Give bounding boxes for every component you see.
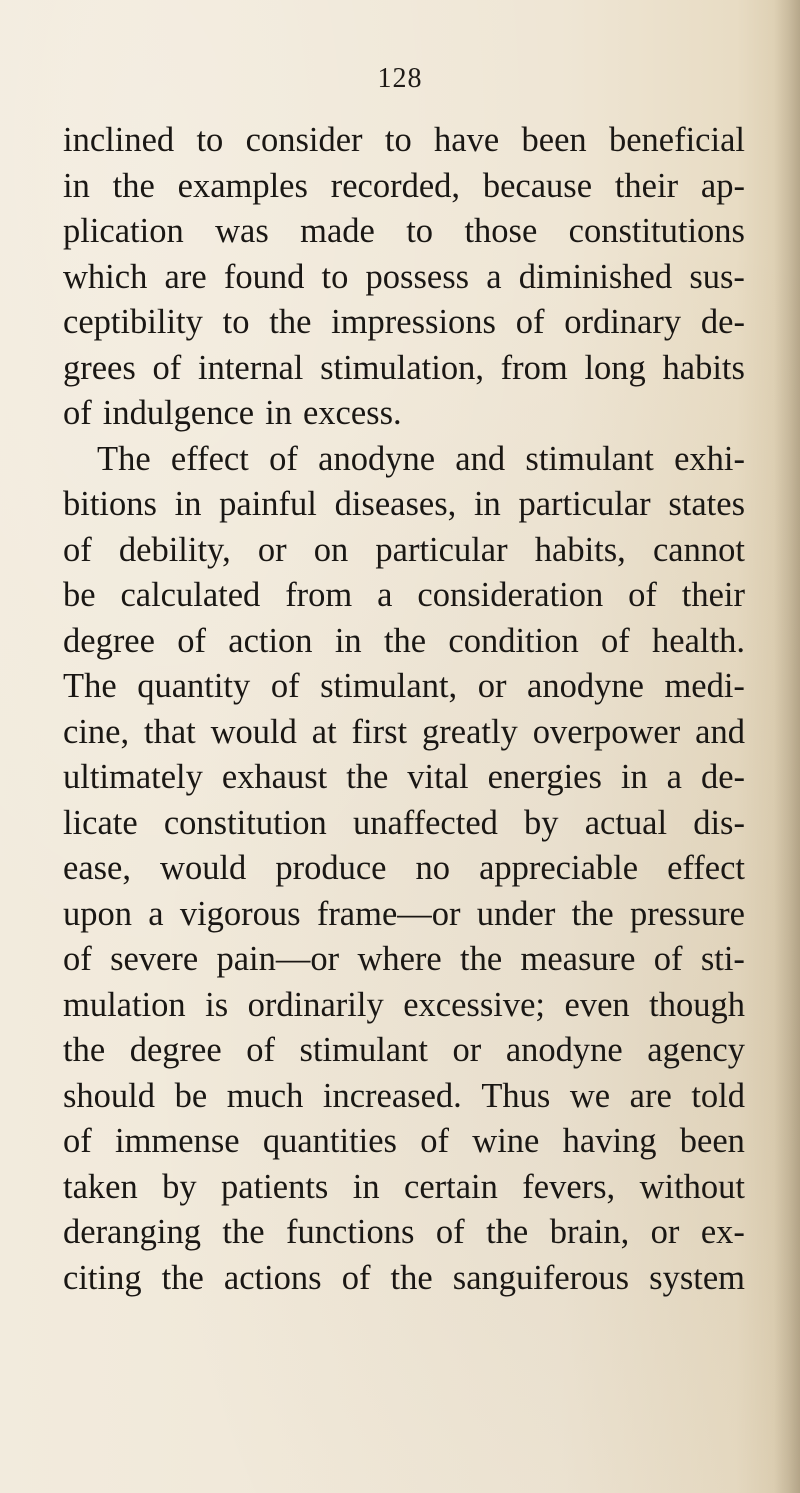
word: energies xyxy=(487,758,602,796)
word: states xyxy=(668,485,745,523)
word: been xyxy=(679,1122,745,1160)
word: the xyxy=(161,1258,204,1297)
word: impressions xyxy=(331,303,496,341)
word: to xyxy=(222,303,250,341)
word: citing xyxy=(63,1258,142,1297)
word: diminished xyxy=(518,257,673,296)
word: cannot xyxy=(652,530,745,569)
word: the xyxy=(383,621,427,660)
word: sti- xyxy=(700,940,745,978)
word: constitutions xyxy=(568,212,745,250)
word: of xyxy=(152,348,182,387)
word: where xyxy=(357,940,442,978)
word: taken xyxy=(63,1167,138,1206)
text-line xyxy=(63,300,745,346)
text-line xyxy=(63,937,745,983)
word: the xyxy=(390,1258,433,1297)
word: of xyxy=(601,621,630,660)
word: ultimately xyxy=(63,758,203,796)
word: the xyxy=(460,940,503,978)
word: vital xyxy=(407,758,469,796)
word: patients xyxy=(221,1167,329,1206)
text-line xyxy=(63,892,745,938)
word: wine xyxy=(472,1122,540,1160)
word: of xyxy=(63,940,92,978)
word: or xyxy=(477,667,507,705)
word: upon xyxy=(63,894,132,933)
word: particular xyxy=(375,530,508,569)
word: stimulant xyxy=(299,1031,428,1069)
word: constitution xyxy=(163,803,327,842)
word: painful xyxy=(219,485,317,523)
word: anodyne xyxy=(527,667,644,705)
text-line xyxy=(63,1256,745,1302)
word: of xyxy=(177,621,206,660)
word: Thus xyxy=(481,1076,551,1115)
word: from xyxy=(500,348,568,387)
word: bitions xyxy=(63,485,157,523)
word: stimulant xyxy=(525,439,654,478)
word: by xyxy=(524,803,559,842)
word: effect xyxy=(667,849,745,887)
word: in xyxy=(63,166,90,205)
body-text xyxy=(63,118,745,1301)
text-line xyxy=(63,846,745,892)
word: should xyxy=(63,1076,156,1115)
text-line xyxy=(63,710,745,756)
word: of xyxy=(63,1122,92,1160)
word: appreciable xyxy=(479,849,639,887)
word: the xyxy=(112,166,155,205)
word: on xyxy=(313,530,349,569)
word: excessive; xyxy=(403,985,545,1024)
word: in xyxy=(265,394,292,432)
word: in xyxy=(174,485,202,523)
word: internal xyxy=(197,348,304,387)
word: no xyxy=(415,849,451,887)
word: grees xyxy=(63,348,136,387)
word: and xyxy=(695,712,745,751)
word: would xyxy=(210,712,297,751)
word: the xyxy=(346,758,389,796)
text-line xyxy=(63,983,745,1029)
word: exhaust xyxy=(221,758,328,796)
word: the xyxy=(571,894,614,933)
word: to xyxy=(196,121,224,159)
word: habits xyxy=(662,348,745,387)
word: ease, xyxy=(63,849,131,887)
word: to xyxy=(406,212,434,250)
word: calculated xyxy=(120,576,261,614)
word: beneficial xyxy=(608,121,745,159)
word: long xyxy=(584,348,646,387)
word: a xyxy=(148,894,164,933)
word: because xyxy=(482,166,593,205)
word: though xyxy=(649,985,745,1024)
word: a xyxy=(486,257,502,296)
word: brain, xyxy=(549,1213,630,1251)
word: without xyxy=(639,1167,745,1206)
word: The xyxy=(63,667,117,705)
word: that xyxy=(143,712,196,751)
word: in xyxy=(352,1167,380,1206)
word: deranging xyxy=(63,1213,201,1251)
word: greatly xyxy=(422,712,518,751)
word: a xyxy=(666,758,682,796)
word: at xyxy=(311,712,337,751)
word: ex- xyxy=(700,1213,745,1251)
word: quantity xyxy=(137,667,251,705)
word: in xyxy=(334,621,362,660)
word: pressure xyxy=(629,894,745,933)
word: possess xyxy=(365,257,470,296)
word: or xyxy=(452,1031,482,1069)
word: plication xyxy=(63,212,184,250)
word: anodyne xyxy=(318,439,436,478)
word: their xyxy=(681,576,745,614)
word: habits, xyxy=(534,530,626,569)
word: severe xyxy=(110,940,199,978)
word: condition xyxy=(448,621,579,660)
word: sanguiferous xyxy=(452,1258,630,1297)
word: would xyxy=(160,849,247,887)
word: stimulant, xyxy=(320,667,458,705)
word: immense xyxy=(115,1122,240,1160)
text-line xyxy=(63,1165,745,1211)
word: health. xyxy=(652,621,745,660)
word: mulation xyxy=(63,985,186,1024)
word: made xyxy=(300,212,375,250)
word: particular xyxy=(518,485,651,523)
word: of xyxy=(653,940,683,978)
word: consideration xyxy=(417,576,604,614)
word: the xyxy=(486,1213,529,1251)
word: under xyxy=(476,894,556,933)
word: action xyxy=(228,621,313,660)
word: ap- xyxy=(700,166,745,205)
word: ceptibility xyxy=(63,303,203,341)
text-line xyxy=(63,573,745,619)
word: debility, xyxy=(118,530,231,569)
word: certain xyxy=(404,1167,498,1206)
word: are xyxy=(629,1076,672,1115)
word: found xyxy=(223,257,305,296)
word: of xyxy=(63,530,92,569)
word: to xyxy=(384,121,412,159)
word: measure xyxy=(520,940,636,978)
word: unaffected xyxy=(352,803,498,842)
word: degree xyxy=(129,1031,222,1069)
word: cine, xyxy=(63,712,130,751)
word: functions xyxy=(286,1213,415,1251)
text-line xyxy=(63,164,745,210)
word: we xyxy=(569,1076,611,1115)
word: have xyxy=(434,121,500,159)
word: ordinarily xyxy=(247,985,384,1024)
word: diseases, xyxy=(334,485,457,523)
text-line xyxy=(63,664,745,710)
word: anodyne xyxy=(505,1031,623,1069)
word: dis- xyxy=(693,803,745,842)
word: of xyxy=(420,1122,450,1160)
word: by xyxy=(162,1167,197,1206)
text-line xyxy=(63,1074,745,1120)
word: or xyxy=(257,530,287,569)
word: those xyxy=(464,212,538,250)
text-line xyxy=(63,391,745,437)
word: effect xyxy=(170,439,249,478)
word: medi- xyxy=(664,667,745,705)
word: the xyxy=(222,1213,265,1251)
text-line xyxy=(63,346,745,392)
word: of xyxy=(270,667,300,705)
word: recorded, xyxy=(330,166,461,205)
word: examples xyxy=(177,166,308,205)
word: de- xyxy=(700,758,745,796)
word: actual xyxy=(584,803,668,842)
word: indulgence xyxy=(102,394,255,432)
word: in xyxy=(473,485,501,523)
word: increased. xyxy=(322,1076,462,1115)
word: consider xyxy=(245,121,363,159)
word: the xyxy=(63,1031,106,1069)
text-line xyxy=(63,255,745,301)
word: told xyxy=(691,1076,745,1115)
word: ordinary xyxy=(564,303,682,341)
word: of xyxy=(246,1031,275,1069)
word: having xyxy=(562,1122,657,1160)
text-line xyxy=(63,1210,745,1256)
text-line xyxy=(63,437,745,483)
word: be xyxy=(63,576,96,614)
word: The xyxy=(97,439,151,478)
word: fevers, xyxy=(522,1167,616,1206)
word: vigorous xyxy=(179,894,301,933)
word: which xyxy=(63,257,148,296)
word: of xyxy=(341,1258,371,1297)
word: degree xyxy=(63,621,155,660)
word: de- xyxy=(700,303,745,341)
word: licate xyxy=(63,803,138,842)
word: the xyxy=(269,303,312,341)
text-line xyxy=(63,619,745,665)
text-line xyxy=(63,801,745,847)
text-line xyxy=(63,1028,745,1074)
text-line xyxy=(63,1119,745,1165)
word: exhi- xyxy=(674,439,745,478)
word: first xyxy=(351,712,408,751)
word: be xyxy=(174,1076,208,1115)
word: sus- xyxy=(689,257,745,296)
word: much xyxy=(226,1076,304,1115)
word: in xyxy=(620,758,648,796)
word: a xyxy=(377,576,393,614)
word: or xyxy=(650,1213,680,1251)
text-line xyxy=(63,118,745,164)
text-line xyxy=(63,482,745,528)
word: overpower xyxy=(532,712,681,751)
word: system xyxy=(649,1258,745,1297)
word: inclined xyxy=(63,121,175,159)
word: quantities xyxy=(262,1122,397,1160)
word: even xyxy=(564,985,630,1024)
word: been xyxy=(521,121,587,159)
word: their xyxy=(614,166,679,205)
word: of xyxy=(515,303,545,341)
word: of xyxy=(63,394,92,432)
word: was xyxy=(215,212,269,250)
text-line xyxy=(63,528,745,574)
text-line xyxy=(63,209,745,255)
text-line xyxy=(63,755,745,801)
word: frame—or xyxy=(316,894,461,933)
word: produce xyxy=(275,849,387,887)
word: and xyxy=(455,439,506,478)
word: excess. xyxy=(302,394,402,432)
word: agency xyxy=(647,1031,745,1069)
word: of xyxy=(628,576,657,614)
word: of xyxy=(435,1213,465,1251)
word: to xyxy=(321,257,349,296)
word: stimulation, xyxy=(320,348,484,387)
word: is xyxy=(205,985,229,1024)
word: pain—or xyxy=(216,940,340,978)
word: actions xyxy=(223,1258,322,1297)
word: from xyxy=(285,576,353,614)
page-number: 128 xyxy=(377,63,423,94)
word: are xyxy=(164,257,207,296)
page-edge-shadow xyxy=(774,0,800,1493)
word: of xyxy=(269,439,298,478)
